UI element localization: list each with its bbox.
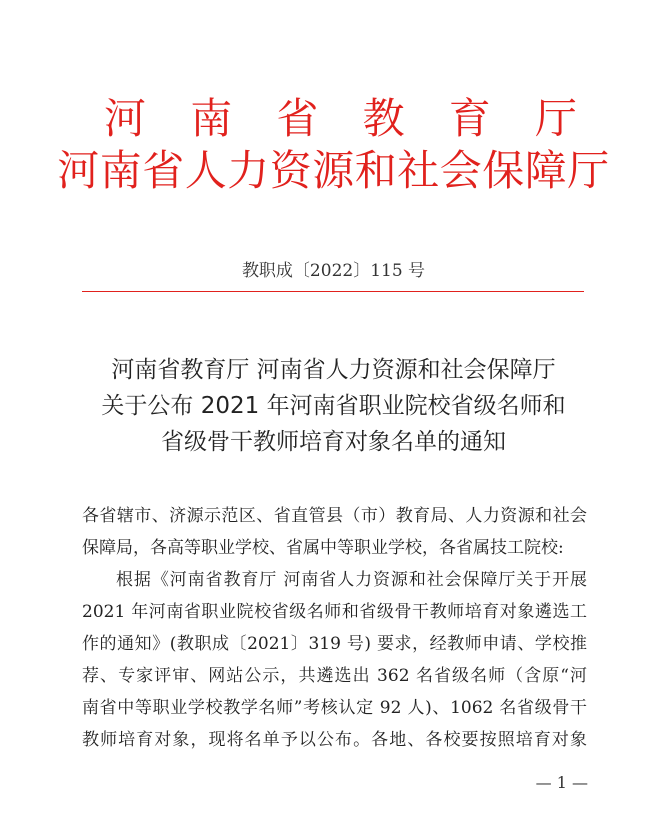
document-body xyxy=(82,500,587,756)
body-line: 作的通知》(教职成〔2021〕319 号) 要求，经教师申请、学校推 xyxy=(82,634,587,654)
document-number: 教职成〔2022〕115 号 xyxy=(241,261,426,281)
org1-char: 育 xyxy=(448,94,491,143)
org1-char: 河 xyxy=(104,94,147,143)
page-number: — 1 — xyxy=(535,773,588,792)
org1-char: 省 xyxy=(276,94,319,143)
body-line: 南省中等职业学校教学名师”考核认定 92 人)、1062 名省级骨干 xyxy=(82,698,587,718)
issuing-org-2: 河南省人力资源和社会保障厅 xyxy=(57,146,610,195)
title-line: 关于公布 2021 年河南省职业院校省级名师和 xyxy=(101,393,566,419)
document-title xyxy=(0,352,667,460)
body-line: 各省辖市、济源示范区、省直管县（市）教育局、人力资源和社会 xyxy=(82,506,587,526)
body-line: 荐、专家评审、网站公示，共遴选出 362 名省级名师（含原“河 xyxy=(82,666,587,686)
title-line: 省级骨干教师培育对象名单的通知 xyxy=(161,429,506,455)
org1-char: 教 xyxy=(362,94,405,143)
issuing-org-1 xyxy=(0,94,667,143)
org1-char: 南 xyxy=(190,94,233,143)
red-divider xyxy=(82,291,584,292)
body-line: 教师培育对象，现将名单予以公布。各地、各校要按照培育对象 xyxy=(82,730,587,750)
title-line: 河南省教育厅 河南省人力资源和社会保障厅 xyxy=(111,357,556,383)
org1-char: 厅 xyxy=(534,94,577,143)
body-line: 保障局，各高等职业学校、省属中等职业学校，各省属技工院校: xyxy=(82,538,564,558)
body-line: 根据《河南省教育厅 河南省人力资源和社会保障厅关于开展 xyxy=(116,570,587,590)
body-line: 2021 年河南省职业院校省级名师和省级骨干教师培育对象遴选工 xyxy=(82,602,587,622)
